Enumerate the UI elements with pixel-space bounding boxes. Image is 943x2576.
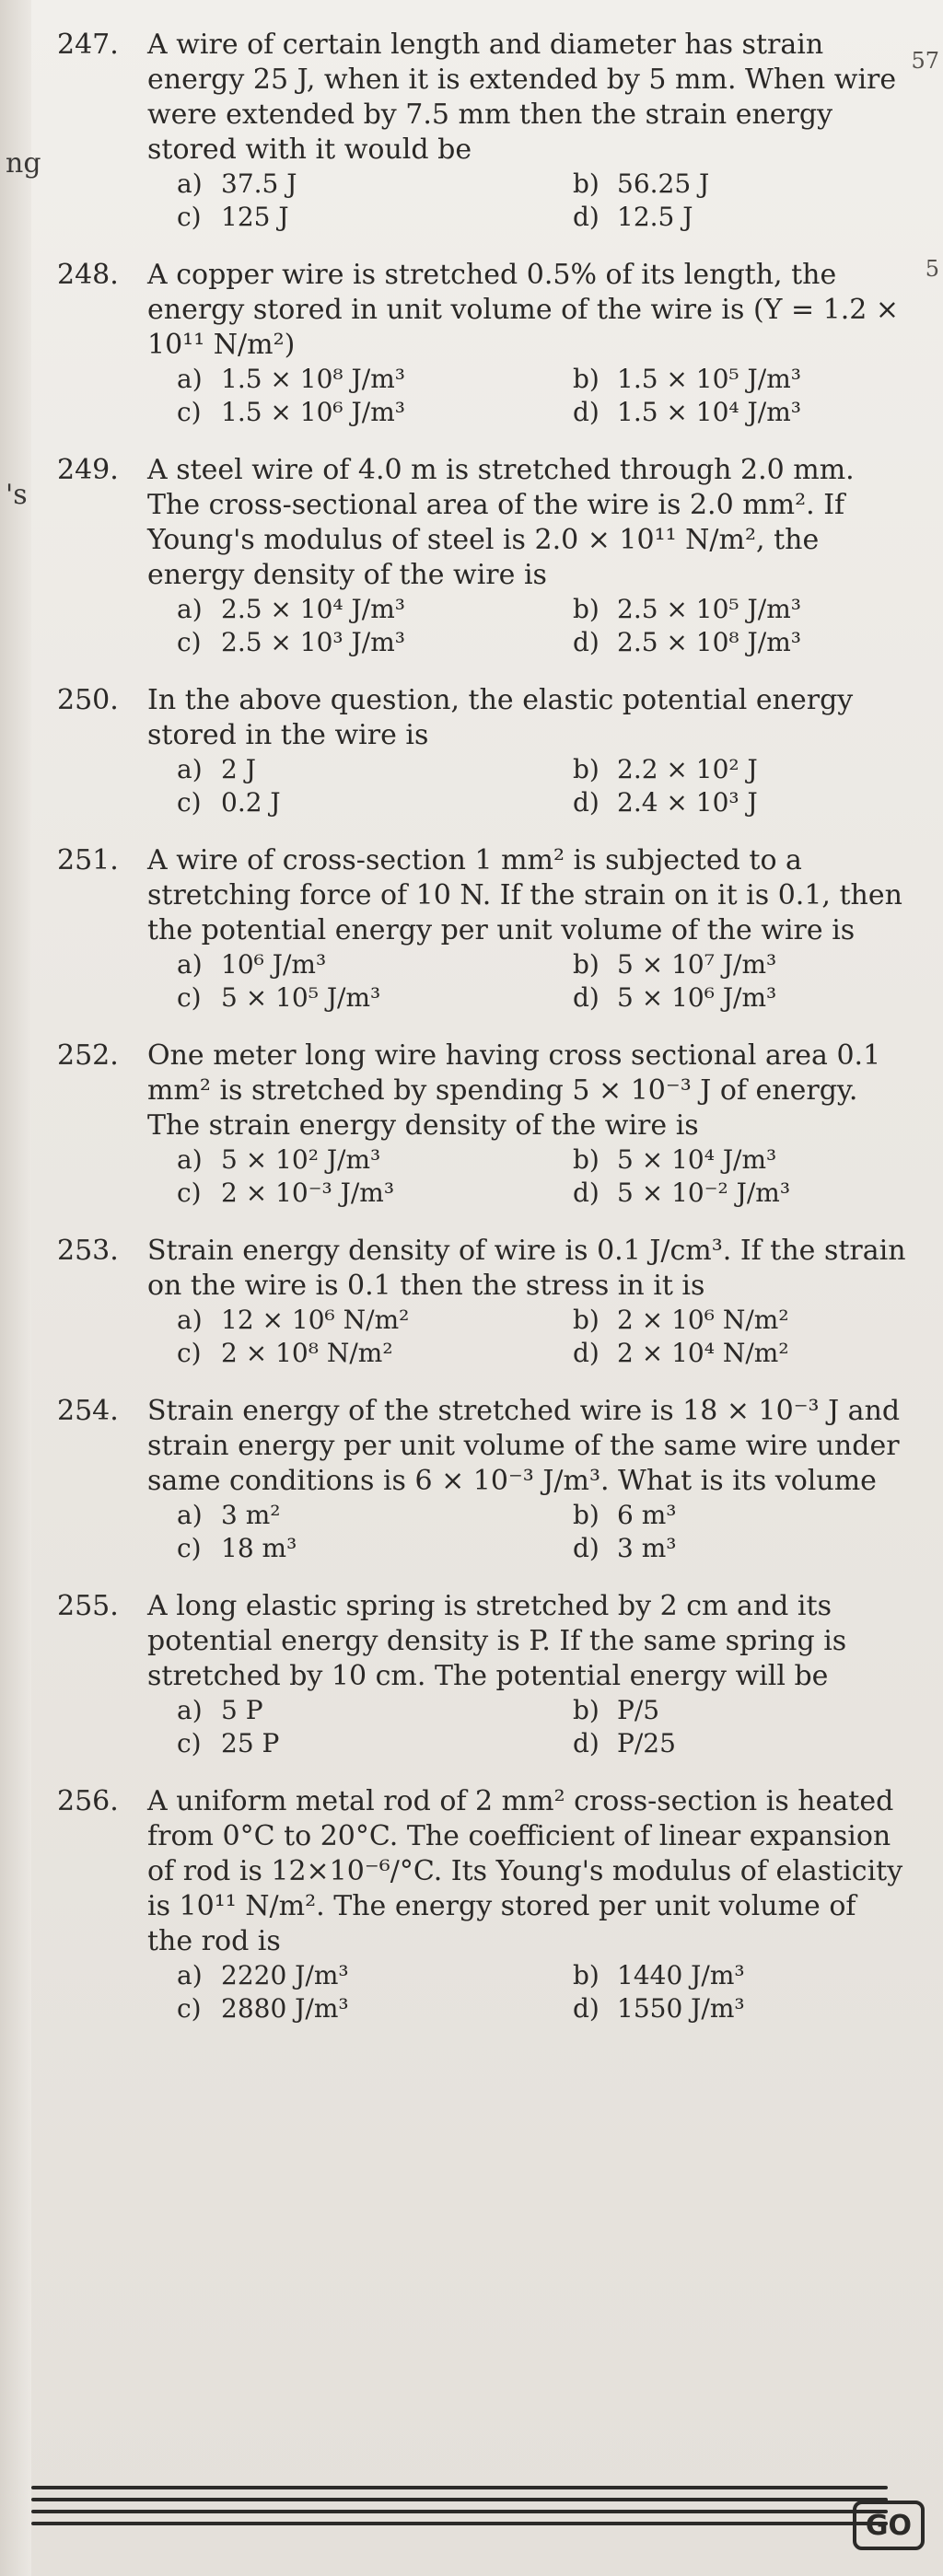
answer-option xyxy=(147,753,525,786)
question-head xyxy=(37,843,921,948)
answer-option xyxy=(543,593,921,626)
option-text: 0.2 J xyxy=(221,787,281,818)
answer-option xyxy=(543,626,921,659)
option-text: 2.2 × 10² J xyxy=(617,754,758,784)
answer-option xyxy=(543,1304,921,1337)
question-number: 248. xyxy=(57,259,119,291)
answer-option xyxy=(543,396,921,429)
option-text: 5 × 10⁶ J/m³ xyxy=(617,982,777,1013)
options-grid xyxy=(147,168,921,234)
option-letter: b) xyxy=(573,364,600,394)
option-text: 37.5 J xyxy=(221,168,297,199)
question-block xyxy=(37,258,921,429)
question-text: A wire of cross-section 1 mm² is subjected to a stretching force of 10 N. If the strain on it is 0.1, then the potential energy per unit volume of the wire is xyxy=(147,844,902,946)
answer-option xyxy=(147,1177,525,1210)
option-letter: c) xyxy=(177,982,202,1013)
option-letter: b) xyxy=(573,1305,600,1335)
option-letter: d) xyxy=(573,1533,600,1563)
question-number: 253. xyxy=(57,1235,119,1267)
options-grid xyxy=(147,948,921,1015)
option-letter: c) xyxy=(177,202,202,232)
question-head xyxy=(37,258,921,363)
answer-option xyxy=(147,363,525,396)
question-text: A steel wire of 4.0 m is stretched through 2.0 mm. The cross-sectional area of the wire is 2.0 mm². If Young's modulus of steel is 2.0 × 10¹¹ N/m², the energy density of the wire is xyxy=(147,454,855,591)
option-text: 2.5 × 10³ J/m³ xyxy=(221,627,405,657)
answer-option xyxy=(543,1992,921,2025)
answer-option xyxy=(543,168,921,201)
option-letter: d) xyxy=(573,1338,600,1368)
question-number: 254. xyxy=(57,1395,119,1427)
question-text: A wire of certain length and diameter has strain energy 25 J, when it is extended by 5 mm. When wire were extended by 7.5 mm then the strain energy stored with it would be xyxy=(147,29,897,166)
question-block xyxy=(37,453,921,659)
option-text: 5 × 10⁴ J/m³ xyxy=(617,1144,777,1175)
option-text: 2 × 10⁶ N/m² xyxy=(617,1305,789,1335)
question-head xyxy=(37,453,921,593)
option-text: P/25 xyxy=(617,1728,676,1758)
option-text: 2 × 10⁸ N/m² xyxy=(221,1338,393,1368)
option-text: 3 m² xyxy=(221,1500,281,1530)
options-grid xyxy=(147,1304,921,1370)
option-letter: a) xyxy=(177,1960,203,1990)
answer-option xyxy=(147,593,525,626)
question-number: 255. xyxy=(57,1590,119,1622)
question-head xyxy=(37,1394,921,1499)
option-letter: a) xyxy=(177,1305,203,1335)
question-number: 250. xyxy=(57,684,119,716)
option-text: 1.5 × 10⁸ J/m³ xyxy=(221,364,405,394)
option-letter: b) xyxy=(573,1500,600,1530)
question-block xyxy=(37,843,921,1015)
edge-mark: 57 xyxy=(911,48,939,74)
option-text: 2220 J/m³ xyxy=(221,1960,349,1990)
answer-option xyxy=(543,1532,921,1565)
edge-mark: 5 xyxy=(925,256,939,282)
option-letter: d) xyxy=(573,1993,600,2024)
option-letter: c) xyxy=(177,1533,202,1563)
answer-option xyxy=(543,1337,921,1370)
question-head xyxy=(37,1039,921,1143)
footer-rule xyxy=(31,2486,888,2541)
option-letter: d) xyxy=(573,397,600,427)
option-text: 5 × 10⁵ J/m³ xyxy=(221,982,381,1013)
question-text: One meter long wire having cross sectional area 0.1 mm² is stretched by spending 5 × 10⁻³ J of energy. The strain energy density of the wire is xyxy=(147,1039,881,1142)
question-text: A long elastic spring is stretched by 2 cm and its potential energy density is P. If the same spring is stretched by 10 cm. The potential energy will be xyxy=(147,1590,847,1692)
answer-option xyxy=(147,1337,525,1370)
options-grid xyxy=(147,1143,921,1210)
option-text: 2880 J/m³ xyxy=(221,1993,349,2024)
option-letter: d) xyxy=(573,1178,600,1208)
question-number: 249. xyxy=(57,454,119,486)
option-text: 5 × 10⁷ J/m³ xyxy=(617,949,777,980)
options-grid xyxy=(147,1499,921,1565)
edge-mark: ng xyxy=(6,147,41,180)
question-head xyxy=(37,1234,921,1304)
option-letter: a) xyxy=(177,1500,203,1530)
answer-option xyxy=(147,1499,525,1532)
answer-option xyxy=(543,1694,921,1727)
answer-option xyxy=(543,1727,921,1760)
option-text: 10⁶ J/m³ xyxy=(221,949,327,980)
option-text: 3 m³ xyxy=(617,1533,677,1563)
option-text: 1.5 × 10⁶ J/m³ xyxy=(221,397,405,427)
option-text: 5 P xyxy=(221,1695,263,1725)
question-block xyxy=(37,1589,921,1760)
option-text: 2 × 10⁻³ J/m³ xyxy=(221,1178,395,1208)
question-number: 252. xyxy=(57,1039,119,1072)
options-grid xyxy=(147,1959,921,2025)
option-letter: a) xyxy=(177,364,203,394)
option-text: 5 × 10² J/m³ xyxy=(221,1144,381,1175)
option-text: 2.5 × 10⁸ J/m³ xyxy=(617,627,801,657)
option-text: 1.5 × 10⁵ J/m³ xyxy=(617,364,801,394)
option-letter: b) xyxy=(573,1960,600,1990)
left-page-edge xyxy=(0,0,31,2576)
options-grid xyxy=(147,753,921,819)
question-list xyxy=(37,28,921,2049)
question-block xyxy=(37,1039,921,1210)
option-text: 1550 J/m³ xyxy=(617,1993,745,2024)
option-text: 2.5 × 10⁴ J/m³ xyxy=(221,594,405,624)
answer-option xyxy=(543,1959,921,1992)
answer-option xyxy=(147,1694,525,1727)
answer-option xyxy=(543,981,921,1015)
answer-option xyxy=(147,1532,525,1565)
option-text: 2.4 × 10³ J xyxy=(617,787,758,818)
option-letter: c) xyxy=(177,627,202,657)
answer-option xyxy=(147,626,525,659)
question-block xyxy=(37,28,921,234)
question-head xyxy=(37,28,921,168)
answer-option xyxy=(147,201,525,234)
answer-option xyxy=(147,1959,525,1992)
options-grid xyxy=(147,363,921,429)
question-head xyxy=(37,683,921,753)
option-letter: d) xyxy=(573,1728,600,1758)
answer-option xyxy=(147,396,525,429)
question-block xyxy=(37,1234,921,1370)
answer-option xyxy=(543,201,921,234)
option-text: 2 × 10⁴ N/m² xyxy=(617,1338,789,1368)
option-letter: d) xyxy=(573,982,600,1013)
option-letter: b) xyxy=(573,754,600,784)
option-text: 12 × 10⁶ N/m² xyxy=(221,1305,410,1335)
answer-option xyxy=(147,1727,525,1760)
question-text: A copper wire is stretched 0.5% of its length, the energy stored in unit volume of the wire is (Y = 1.2 × 10¹¹ N/m²) xyxy=(147,259,900,361)
answer-option xyxy=(147,168,525,201)
question-number: 251. xyxy=(57,844,119,876)
answer-option xyxy=(147,1143,525,1177)
option-letter: b) xyxy=(573,1144,600,1175)
option-letter: b) xyxy=(573,949,600,980)
option-text: 25 P xyxy=(221,1728,280,1758)
option-letter: a) xyxy=(177,1695,203,1725)
answer-option xyxy=(147,981,525,1015)
answer-option xyxy=(147,1304,525,1337)
answer-option xyxy=(543,948,921,981)
option-text: 18 m³ xyxy=(221,1533,297,1563)
option-text: 5 × 10⁻² J/m³ xyxy=(617,1178,791,1208)
option-letter: a) xyxy=(177,754,203,784)
question-text: Strain energy of the stretched wire is 18 × 10⁻³ J and strain energy per unit volume of the same wire under same conditions is 6 × 10⁻³ J/m³. What is its volume xyxy=(147,1395,901,1497)
options-grid xyxy=(147,1694,921,1760)
question-text: Strain energy density of wire is 0.1 J/cm³. If the strain on the wire is 0.1 then the stress in it is xyxy=(147,1235,906,1302)
question-text: In the above question, the elastic potential energy stored in the wire is xyxy=(147,684,854,751)
option-letter: c) xyxy=(177,1993,202,2024)
option-letter: a) xyxy=(177,168,203,199)
option-letter: b) xyxy=(573,168,600,199)
question-head xyxy=(37,1589,921,1694)
option-letter: a) xyxy=(177,949,203,980)
option-letter: d) xyxy=(573,202,600,232)
option-text: 2 J xyxy=(221,754,256,784)
option-letter: b) xyxy=(573,594,600,624)
question-text: A uniform metal rod of 2 mm² cross-section is heated from 0°C to 20°C. The coefficient of linear expansion of rod is 12×10⁻⁶/°C. Its Young's modulus of elasticity is 10¹¹ N/m². The energy stored per unit volume of the rod is xyxy=(147,1785,903,1957)
question-number: 256. xyxy=(57,1785,119,1817)
option-letter: a) xyxy=(177,594,203,624)
question-head xyxy=(37,1784,921,1959)
question-block xyxy=(37,1784,921,2025)
option-letter: c) xyxy=(177,1178,202,1208)
go-badge: GO xyxy=(853,2501,925,2550)
answer-option xyxy=(543,1499,921,1532)
answer-option xyxy=(147,948,525,981)
option-letter: a) xyxy=(177,1144,203,1175)
answer-option xyxy=(147,1992,525,2025)
answer-option xyxy=(543,1177,921,1210)
question-number: 247. xyxy=(57,29,119,61)
option-letter: c) xyxy=(177,787,202,818)
option-text: P/5 xyxy=(617,1695,660,1725)
option-text: 2.5 × 10⁵ J/m³ xyxy=(617,594,801,624)
option-letter: b) xyxy=(573,1695,600,1725)
option-letter: d) xyxy=(573,787,600,818)
question-block xyxy=(37,1394,921,1565)
answer-option xyxy=(543,786,921,819)
question-block xyxy=(37,683,921,819)
option-text: 1.5 × 10⁴ J/m³ xyxy=(617,397,801,427)
options-grid xyxy=(147,593,921,659)
option-letter: c) xyxy=(177,397,202,427)
option-text: 125 J xyxy=(221,202,289,232)
option-text: 6 m³ xyxy=(617,1500,677,1530)
option-text: 12.5 J xyxy=(617,202,693,232)
edge-mark: 's xyxy=(6,479,28,511)
answer-option xyxy=(147,786,525,819)
option-letter: d) xyxy=(573,627,600,657)
option-letter: c) xyxy=(177,1338,202,1368)
option-letter: c) xyxy=(177,1728,202,1758)
answer-option xyxy=(543,753,921,786)
answer-option xyxy=(543,363,921,396)
answer-option xyxy=(543,1143,921,1177)
option-text: 56.25 J xyxy=(617,168,710,199)
option-text: 1440 J/m³ xyxy=(617,1960,745,1990)
